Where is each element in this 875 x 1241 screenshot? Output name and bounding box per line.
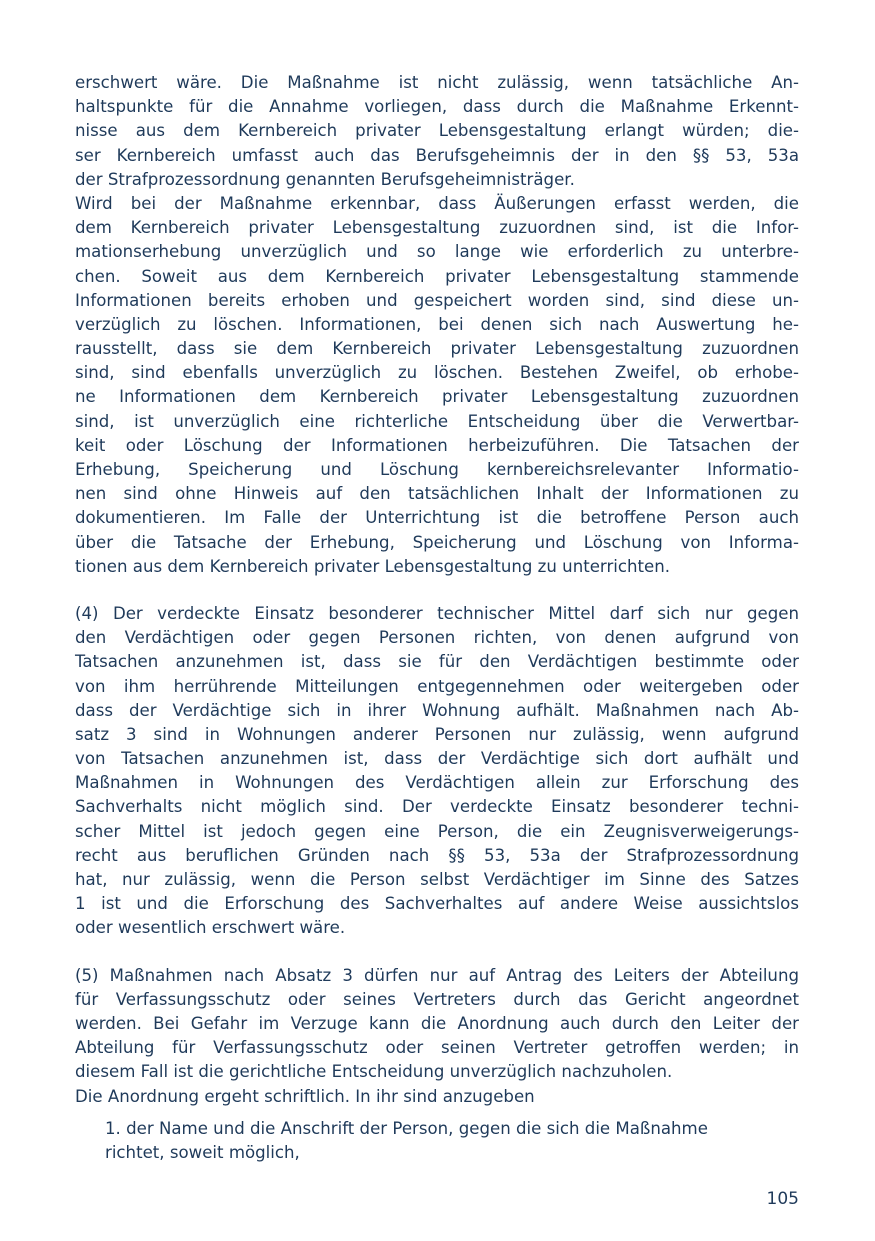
text-line: rausstellt, dass sie dem Kernbereich privater Lebensgestaltung zuzuordnen xyxy=(75,339,799,359)
list-item-continuation: richtet, soweit möglich, xyxy=(105,1142,300,1162)
text-line: keit oder Löschung der Informationen herbeizuführen. Die Tatsachen der xyxy=(75,435,799,455)
text-line: erschwert wäre. Die Maßnahme ist nicht zulässig, wenn tatsächliche An- xyxy=(75,73,799,92)
enumerated-list xyxy=(75,1117,799,1165)
text-line: recht aus beruflichen Gründen nach §§ 53, 53a der Strafprozessordnung xyxy=(75,845,799,865)
text-line: Tatsachen anzunehmen ist, dass sie für den Verdächtigen bestimmte oder xyxy=(75,652,799,672)
text-line: Abteilung für Verfassungsschutz oder seinen Vertreter getroffen werden; in xyxy=(75,1038,799,1058)
text-line: haltspunkte für die Annahme vorliegen, dass durch die Maßnahme Erkennt- xyxy=(75,97,799,117)
paragraph-4 xyxy=(75,602,799,941)
text-line: 1 ist und die Erforschung des Sachverhaltes auf andere Weise aussichtslos xyxy=(75,894,799,914)
text-line: den Verdächtigen oder gegen Personen richten, von denen aufgrund von xyxy=(75,628,799,648)
text-line: diesem Fall ist die gerichtliche Entscheidung unverzüglich nachzuholen. xyxy=(75,1062,673,1082)
text-line: ne Informationen dem Kernbereich privater Lebensgestaltung zuzuordnen xyxy=(75,387,799,407)
list-item: 1. der Name und die Anschrift der Person, gegen die sich die Maßnahme xyxy=(105,1118,708,1138)
text-line: nen sind ohne Hinweis auf den tatsächlichen Inhalt der Informationen zu xyxy=(75,484,799,504)
text-line: scher Mittel ist jedoch gegen eine Person, die ein Zeugnisverweigerungs- xyxy=(75,821,799,841)
paragraph-spacer xyxy=(75,579,799,602)
text-line: oder wesentlich erschwert wäre. xyxy=(75,918,346,938)
text-line: (5) Maßnahmen nach Absatz 3 dürfen nur auf Antrag des Leiters der Abteilung xyxy=(75,965,799,985)
text-line: über die Tatsache der Erhebung, Speicherung und Löschung von Informa- xyxy=(75,532,799,552)
paragraph-spacer xyxy=(75,941,799,964)
text-line: von Tatsachen anzunehmen ist, dass der Verdächtige sich dort aufhält und xyxy=(75,749,799,769)
text-line: sind, ist unverzüglich eine richterliche Entscheidung über die Verwertbar- xyxy=(75,411,799,431)
text-line: sind, sind ebenfalls unverzüglich zu löschen. Bestehen Zweifel, ob erhobe- xyxy=(75,363,799,383)
text-line: für Verfassungsschutz oder seines Vertreters durch das Gericht angeordnet xyxy=(75,989,799,1009)
paragraph-5 xyxy=(75,964,799,1109)
text-line: (4) Der verdeckte Einsatz besonderer technischer Mittel darf sich nur gegen xyxy=(75,603,799,623)
paragraph-3-continuation xyxy=(75,71,799,579)
text-line: Erhebung, Speicherung und Löschung kernbereichsrelevanter Informatio- xyxy=(75,460,799,479)
text-line: Informationen bereits erhoben und gespeichert worden sind, sind diese un- xyxy=(75,290,799,310)
text-line: satz 3 sind in Wohnungen anderer Personen nur zulässig, wenn aufgrund xyxy=(75,724,799,744)
text-line: Maßnahmen in Wohnungen des Verdächtigen allein zur Erforschung des xyxy=(75,773,799,793)
page-number: 105 xyxy=(766,1189,799,1209)
text-line: mationserhebung unverzüglich und so lange wie erforderlich zu unterbre- xyxy=(75,242,799,262)
text-line: nisse aus dem Kernbereich privater Lebensgestaltung erlangt würden; die- xyxy=(75,121,799,141)
text-line: dem Kernbereich privater Lebensgestaltung zuzuordnen sind, ist die Infor- xyxy=(75,218,799,238)
text-line: der Strafprozessordnung genannten Berufsgeheimnisträger. xyxy=(75,169,575,189)
text-line: tionen aus dem Kernbereich privater Lebensgestaltung zu unterrichten. xyxy=(75,556,671,576)
text-line: von ihm herrührende Mitteilungen entgegennehmen oder weitergeben oder xyxy=(75,676,799,696)
text-line: verzüglich zu löschen. Informationen, bei denen sich nach Auswertung he- xyxy=(75,314,799,334)
text-line: hat, nur zulässig, wenn die Person selbst Verdächtiger im Sinne des Satzes xyxy=(75,870,799,889)
text-line: werden. Bei Gefahr im Verzuge kann die Anordnung auch durch den Leiter der xyxy=(75,1013,799,1033)
text-line: Die Anordnung ergeht schriftlich. In ihr sind anzugeben xyxy=(75,1086,535,1106)
text-line: dass der Verdächtige sich in ihrer Wohnung aufhält. Maßnahmen nach Ab- xyxy=(75,700,799,720)
document-body xyxy=(75,71,799,1165)
text-line: dokumentieren. Im Falle der Unterrichtung ist die betroffene Person auch xyxy=(75,508,799,528)
text-line: ser Kernbereich umfasst auch das Berufsgeheimnis der in den §§ 53, 53a xyxy=(75,145,799,165)
text-line: chen. Soweit aus dem Kernbereich privater Lebensgestaltung stammende xyxy=(75,266,799,286)
text-line: Wird bei der Maßnahme erkennbar, dass Äußerungen erfasst werden, die xyxy=(75,193,799,213)
text-line: Sachverhalts nicht möglich sind. Der verdeckte Einsatz besonderer techni- xyxy=(75,797,799,817)
